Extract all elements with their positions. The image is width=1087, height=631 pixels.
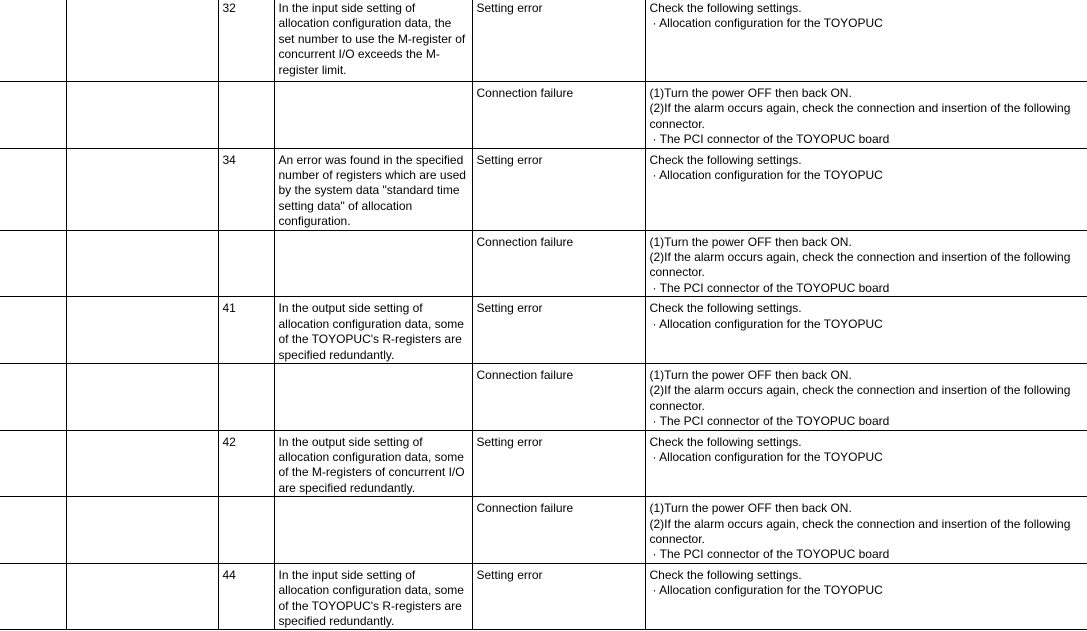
alarm-description <box>274 563 472 630</box>
alarm-number: 32 <box>218 0 274 82</box>
table-row <box>0 297 1087 364</box>
alarm-remedy <box>645 497 1087 564</box>
remedy-line: Check the following settings. <box>649 434 802 449</box>
alarm-remedy <box>645 0 1087 82</box>
remedy-line: · Allocation configuration for the TOYOPUC <box>652 449 883 464</box>
alarm-remedy <box>645 148 1087 230</box>
table-row <box>0 430 1087 497</box>
remedy-line: (2)If the alarm occurs again, check the connection and insertion of the following connector. <box>649 383 1071 413</box>
empty-cell <box>0 148 66 230</box>
description-text: In the input side setting of allocation configuration data, some of the TOYOPUC's R-registers are specified redundantly. <box>278 567 464 628</box>
remedy-line: Check the following settings. <box>649 1 802 15</box>
remedy-line: · The PCI connector of the TOYOPUC board <box>652 414 890 429</box>
alarm-remedy <box>645 297 1087 364</box>
description-text: In the input side setting of allocation configuration data, the set number to use the M-register of concurrent I/O exceeds the M-register limit. <box>278 1 466 77</box>
alarm-cause: Setting error <box>472 297 645 364</box>
empty-cell <box>0 0 66 82</box>
remedy-line: (1)Turn the power OFF then back ON. <box>649 367 852 382</box>
remedy-line: (2)If the alarm occurs again, check the connection and insertion of the following connector. <box>649 101 1071 131</box>
table-row <box>0 563 1087 630</box>
empty-cell <box>0 230 66 297</box>
description-text: In the output side setting of allocation configuration data, some of the TOYOPUC's R-registers are specified redundantly. <box>278 301 464 362</box>
remedy-line: · The PCI connector of the TOYOPUC board <box>652 280 890 295</box>
alarm-number: 41 <box>218 297 274 364</box>
alarm-description <box>274 363 472 430</box>
alarm-remedy <box>645 563 1087 630</box>
empty-cell <box>66 297 218 364</box>
alarm-cause: Connection failure <box>472 497 645 564</box>
description-text: An error was found in the specified number of registers which are used by the system data "standard time setting data" of allocation configuration. <box>278 152 466 229</box>
table-row <box>0 497 1087 564</box>
empty-cell <box>66 497 218 564</box>
alarm-cause: Setting error <box>472 148 645 230</box>
remedy-line: · Allocation configuration for the TOYOPUC <box>652 583 883 598</box>
table-row <box>0 363 1087 430</box>
table-row <box>0 82 1087 149</box>
alarm-number <box>218 363 274 430</box>
remedy-line: · The PCI connector of the TOYOPUC board <box>652 132 890 147</box>
empty-cell <box>0 82 66 149</box>
empty-cell <box>66 563 218 630</box>
alarm-description <box>274 297 472 364</box>
remedy-line: (1)Turn the power OFF then back ON. <box>649 234 852 249</box>
alarm-description <box>274 497 472 564</box>
remedy-line: Check the following settings. <box>649 301 802 316</box>
remedy-line: · Allocation configuration for the TOYOPUC <box>652 168 883 183</box>
remedy-line: Check the following settings. <box>649 152 802 167</box>
remedy-line: (2)If the alarm occurs again, check the connection and insertion of the following connector. <box>649 516 1071 546</box>
empty-cell <box>66 148 218 230</box>
empty-cell <box>66 363 218 430</box>
empty-cell <box>66 0 218 82</box>
alarm-description <box>274 230 472 297</box>
alarm-number: 42 <box>218 430 274 497</box>
empty-cell <box>0 363 66 430</box>
empty-cell <box>0 563 66 630</box>
alarm-description <box>274 148 472 230</box>
alarm-cause: Setting error <box>472 563 645 630</box>
empty-cell <box>0 497 66 564</box>
alarm-description <box>274 430 472 497</box>
alarm-description <box>274 0 472 82</box>
empty-cell <box>66 82 218 149</box>
alarm-number: 44 <box>218 563 274 630</box>
alarm-number <box>218 230 274 297</box>
alarm-remedy <box>645 363 1087 430</box>
description-text: In the output side setting of allocation configuration data, some of the M-registers of concurrent I/O are specified redundantly. <box>278 434 465 495</box>
empty-cell <box>0 430 66 497</box>
alarm-remedy <box>645 230 1087 297</box>
empty-cell <box>66 230 218 297</box>
empty-cell <box>0 297 66 364</box>
alarm-cause: Connection failure <box>472 363 645 430</box>
remedy-line: (1)Turn the power OFF then back ON. <box>649 86 852 100</box>
alarm-number <box>218 82 274 149</box>
table-row <box>0 0 1087 82</box>
table-row <box>0 230 1087 297</box>
alarm-number: 34 <box>218 148 274 230</box>
alarm-cause: Setting error <box>472 0 645 82</box>
alarm-remedy <box>645 430 1087 497</box>
alarm-cause: Connection failure <box>472 82 645 149</box>
remedy-line: · The PCI connector of the TOYOPUC board <box>652 547 890 562</box>
alarm-description <box>274 82 472 149</box>
remedy-line: (1)Turn the power OFF then back ON. <box>649 501 852 516</box>
alarm-remedy <box>645 82 1087 149</box>
alarm-number <box>218 497 274 564</box>
alarm-cause: Connection failure <box>472 230 645 297</box>
remedy-line: · Allocation configuration for the TOYOPUC <box>652 316 883 331</box>
remedy-line: (2)If the alarm occurs again, check the connection and insertion of the following connector. <box>649 250 1071 280</box>
empty-cell <box>66 430 218 497</box>
alarm-cause: Setting error <box>472 430 645 497</box>
table-row <box>0 148 1087 230</box>
remedy-line: · Allocation configuration for the TOYOPUC <box>652 16 883 31</box>
remedy-line: Check the following settings. <box>649 567 802 582</box>
